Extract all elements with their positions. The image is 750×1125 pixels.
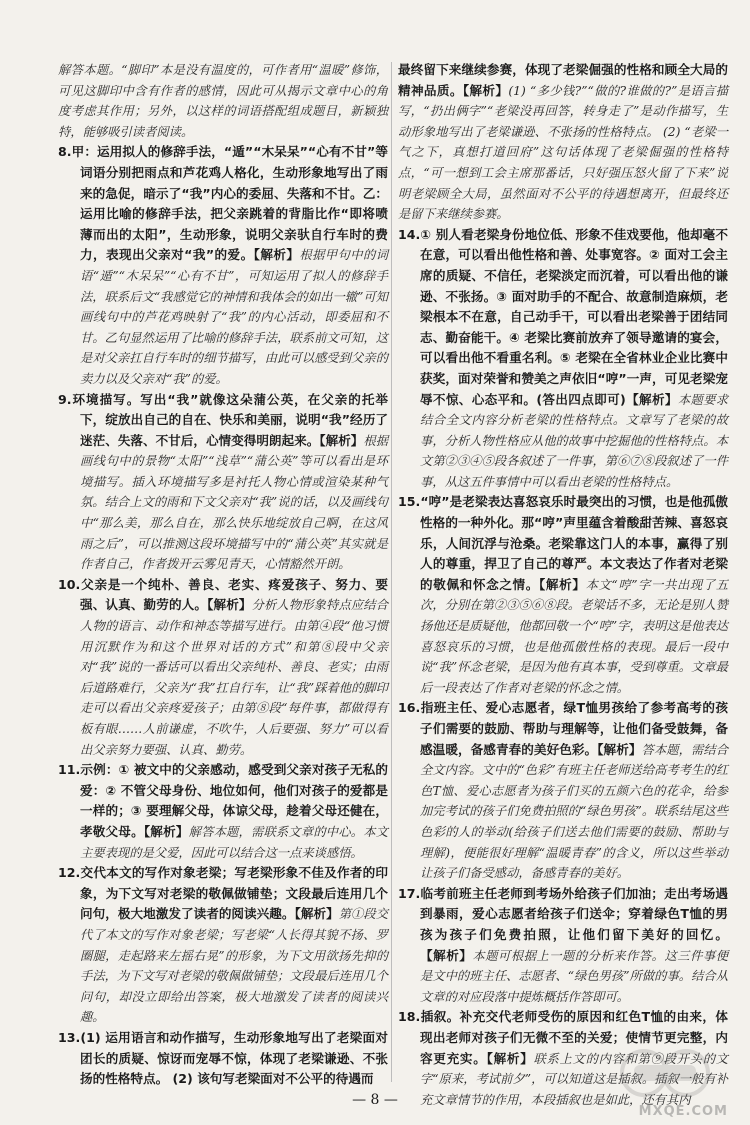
answer-text: 父亲是一个纯朴、善良、老实、疼爱孩子、努力、要强、认真、勤劳的人。: [80, 576, 388, 613]
answer-17: [398, 884, 728, 1008]
answer-text: 示例：① 被文中的父亲感动，感受到父亲对孩子无私的爱：② 不管父母身份、地位如何，他们对孩子的爱都是一样的；③ 要理解父母，体谅父母，趁着父母还健在，孝敬父母。: [80, 762, 388, 839]
answer-9: [58, 390, 388, 575]
analysis-tag: 【解析】: [462, 82, 509, 98]
answer-number: 10.: [58, 576, 81, 592]
answer-text: 交代本文的写作对象老梁；写老梁形象不佳及作者的印象，为下文写对老梁的敬佩做铺垫；文段最后连用几个问句，极大地激发了读者的阅读兴趣。: [80, 865, 388, 922]
analysis-tag: 【解析】: [207, 597, 252, 613]
answer-12: [58, 863, 388, 1028]
analysis-text: (1) “多少钱?”“做的?谁做的?”是语言描写，“扔出俩字”“老梁没再回答，转身走了”是动作描写，生动形象地写出了老梁谦逊、不张扬的性格特点。 (2) “老梁一气之下，真想打道回府”这句话体现了老梁倔强的性格特点，“可一想到工会主席那番话，只好强压怒火留了下来”说明老梁顾全大局，虽然面对不公平的待遇想离开，但最终还是留下来继续参赛。: [398, 83, 728, 222]
answer-text: 临考前班主任老师到考场外给孩子们加油；走出考场遇到暴雨，爱心志愿者给孩子们送伞；穿着绿色T恤的男孩为孩子们免费拍照，让他们留下美好的回忆。: [420, 885, 728, 942]
answer-8: [58, 142, 388, 389]
answer-number: 11.: [58, 762, 81, 778]
analysis-tag: 【解析】: [486, 1050, 534, 1066]
answer-text: 指班主任、爱心志愿者，绿T恤男孩给了参考高考的孩子们需要的鼓励、帮助与理解等，让他们备受鼓舞，备感温暖，备感青春的美好色彩。: [420, 700, 728, 757]
column-divider: [391, 62, 392, 1082]
answer-number: 8.: [58, 144, 72, 160]
analysis-tag: 【解析】: [319, 432, 364, 448]
answer-text: 插叙。补充交代老师受伤的原因和红色T恤的由来，体现出老师对孩子们无微不至的关爱；使情节更完整，内容更充实。: [420, 1009, 728, 1066]
analysis-tag: 【解析】: [143, 823, 189, 839]
answer-16: [398, 698, 728, 883]
answer-text: “哼”是老梁表达喜怒哀乐时最突出的习惯，也是他孤傲性格的一种外化。那“哼”声里蕴含着酸甜苦辣、喜怒哀乐，人间沉浮与沧桑。老梁靠这门人的本事，赢得了别人的尊重，捍卫了自己的尊严。本文表达了作者对老梁的敬佩和怀念之情。: [420, 494, 728, 592]
answer-text: 最终留下来继续参赛，体现了老梁倔强的性格和顾全大局的精神品质。: [398, 62, 728, 98]
answer-number: 14.: [398, 226, 421, 242]
answer-13-continued: [398, 60, 728, 225]
analysis-tag: 【解析】: [625, 391, 678, 407]
answer-text: (1) 运用语言和动作描写，生动形象地写出了老梁面对团长的质疑、惊讶而宠辱不惊，体现了老梁谦逊、不张扬的性格特点。 (2) 该句写老梁面对不公平的待遇而: [80, 1029, 388, 1087]
answer-number: 13.: [58, 1029, 81, 1045]
analysis-tag: 【解析】: [597, 741, 642, 757]
answer-10: [58, 575, 388, 760]
analysis-tag: 【解析】: [294, 906, 339, 922]
answer-number: 12.: [58, 865, 81, 881]
answer-number: 15.: [398, 494, 421, 510]
analysis-tag: 【解析】: [538, 576, 586, 592]
left-column: [58, 60, 388, 1090]
analysis-text: 联系上文的内容和第⑨段开头的文字“原来，考试前夕”，可以知道这是插叙。插叙一般有补充文章情节的作用，本段插叙也是如此，还有其内: [420, 1051, 729, 1107]
analysis-text: 本文“哼”字一共出现了五次，分别在第②③⑤⑥⑧段。老梁话不多，无论是别人赞扬他还是质疑他，他都回敬一个“哼”字，表明这是他表达喜怒哀乐的习惯，也是他孤傲性格的表现。最后一段中说“我”怀念老梁，是因为他有真本事，受到尊重。文章最后一段表达了作者对老梁的怀念之情。: [420, 577, 729, 695]
analysis-text: 答本题，需结合全文内容。文中的“色彩”有班主任老师送给高考考生的红色T恤、爱心志愿者为孩子们买的五颜六色的花伞，给参加完考试的孩子们免费拍照的“绿色男孩”。联系结尾这些色彩的人的举动(给孩子们送去他们需要的鼓励、帮助与理解)，便能很好理解“温暖青春”的含义，所以这些举动让孩子们备受感动，备感青春的美好。: [420, 742, 728, 881]
analysis-tag: 【解析】: [420, 947, 473, 963]
watermark-text: MXQE.COM: [638, 1104, 728, 1119]
answer-number: 9.: [58, 391, 72, 407]
answer-number: 18.: [398, 1009, 421, 1025]
answer-number: 17.: [398, 885, 421, 901]
page-number: — 8 —: [352, 1092, 398, 1108]
answer-text: 甲：运用拟人的修辞手法，“遁”“木呆呆”“心有不甘”等词语分别把雨点和芦花鸡人格化，生动形象地写出了雨来的急促，暗示了“我”内心的委屈、失落和不甘。乙：运用比喻的修辞手法，把父亲跳着的背脂比作“即将喷薄而出的太阳”，生动形象，说明父亲驮自行车时的费力，表现出父亲对“我”的爱。: [71, 144, 388, 263]
answer-number: 16.: [398, 700, 421, 716]
intro-text: 解答本题。“脚印”本是没有温度的，可作者用“温暖”修饰，可见这脚印中含有作者的感情，因此可从揭示文章中心的角度考虑其作用；另外，以这样的词语搭配组成题目，新颖独特，能够吸引读者阅读。: [58, 63, 388, 139]
analysis-text: 根据画线句中的景物“太阳”“浅草”“蒲公英”等可以看出是环境描写。插入环境描写多是衬托人物心情或渲染某种气氛。结合上文的雨和下文父亲对“我”说的话，以及画线句中“那么美，那么自在，那么快乐地绽放自己啊，在这风雨之后”，可以推测这段环境描写中的“蒲公英”其实就是作者自己，作者拨开云雾见青天，心情豁然开朗。: [80, 433, 389, 572]
answer-13: [58, 1028, 388, 1090]
right-column: [398, 60, 728, 1110]
answer-intro: [58, 60, 388, 142]
analysis-text: 分析人物形象特点应结合人物的语言、动作和神态等描写进行。由第④段“他习惯用沉默作为和这个世界对话的方式”和第⑧段中父亲对“我”说的一番话可以看出父亲纯朴、善良、老实；由雨后道路难行，父亲为“我”扛自行车，让“我”踩着他的脚印走可以看出父亲疼爱孩子；由第⑧段“每件事，都做得有板有眼……人前谦虚，不吹牛，人后要强、努力”可以看出父亲努力要强、认真、勤劳。: [80, 598, 389, 757]
answer-14: [398, 225, 728, 493]
analysis-text: 本题要求结合全文内容分析老梁的性格特点。文章写了老梁的故事，分析人物性格应从他的故事中挖掘他的性格特点。本文第②③④⑤段各叙述了一件事，第⑥⑦⑧段叙述了一件事，从这五件事情中可以看出老梁的性格特点。: [420, 392, 729, 489]
answer-text: 环境描写。写出“我”就像这朵蒲公英，在父亲的托举下，绽放出自己的自在、快乐和美丽，说明“我”经历了迷茫、失落、不甘后，心情变得明朗起来。: [71, 391, 388, 448]
analysis-text: 解答本题，需联系文章的中心。本文主要表现的是父爱，因此可以结合这一点来谈感悟。: [80, 824, 388, 860]
answer-11: [58, 760, 388, 863]
analysis-tag: 【解析】: [253, 247, 300, 263]
analysis-text: 根据甲句中的词语“遁”“木呆呆”“心有不甘”，可知运用了拟人的修辞手法，联系后文“我感觉它的神情和我体会的如出一辙”可知画线句中的芦花鸡映射了“我”的内心活动，即委屈和不甘。乙句显然运用了比喻的修辞手法，联系前文可知，这是对父亲扛自行车时的细节描写，由此可以感受到父亲的卖力以及父亲对“我”的爱。: [80, 248, 388, 386]
analysis-text: 第①段交代了本文的写作对象老梁；写老梁“人长得其貌不扬、罗圈腿，走起路来左摇右晃”的形象，为下文用欲扬先抑的手法，为下文写对老梁的敬佩做铺垫；文段最后连用几个问句，却没立即给出答案，极大地激发了读者的阅读兴趣。: [80, 907, 389, 1025]
analysis-text: 本题可根据上一题的分析来作答。这三件事便是文中的班主任、志愿者、“绿色男孩”所做的事。结合从文章的对应段落中提炼概括作答即可。: [420, 948, 728, 1004]
answer-15: [398, 492, 728, 698]
answer-text: ① 别人看老梁身份地位低、形象不佳戏要他，他却毫不在意，可以看出他性格和善、处事宽容。② 面对工会主席的质疑、不信任，老梁淡定而沉着，可以看出他的谦逊、不张扬。③ 面对助手的不配合、故意制造麻烦，老梁根本不在意，自己动手干，可以看出老梁善于团结同志、勤奋能干。④ 老梁比赛前放弃了领导邀请的宴会，可以看出他不看重名利。⑤ 老梁在全省林业企业比赛中获奖，面对荣誉和赞美之声依旧“哼”一声，可见老梁宠辱不惊、心态平和。(答出四点即可): [420, 226, 728, 407]
